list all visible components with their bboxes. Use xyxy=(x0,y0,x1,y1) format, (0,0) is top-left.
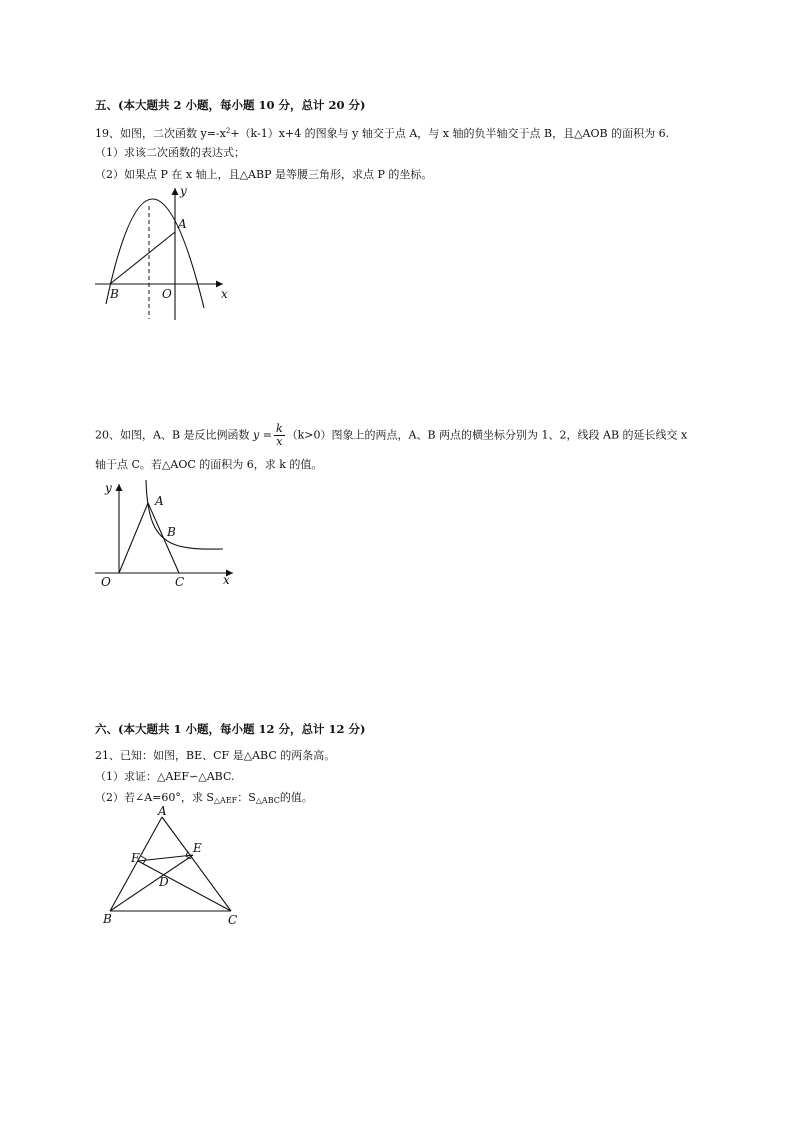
q21-part2-sub1: △AEF xyxy=(213,796,238,805)
q19-label-b: B xyxy=(110,287,119,301)
q21-part2-a: （2）若∠A=60°，求 S xyxy=(95,791,214,804)
q21-part2-sub2: △ABC xyxy=(255,796,280,805)
q20-label-y: y xyxy=(105,481,112,495)
q20-hyperbola xyxy=(146,480,223,549)
q19-label-a: A xyxy=(178,217,187,231)
q19-part2: （2）如果点 P 在 x 轴上，且△ABP 是等腰三角形，求点 P 的坐标。 xyxy=(95,168,433,181)
q20-fraction xyxy=(274,423,285,448)
q20-label-b: B xyxy=(167,525,176,539)
q20-y-arrow xyxy=(116,484,123,491)
q19-stem-sup: 2 xyxy=(225,127,231,135)
q21-label-c: C xyxy=(228,913,238,927)
q20-figure xyxy=(95,478,255,593)
q19-segment-ab xyxy=(110,232,175,284)
q19-part1: （1）求该二次函数的表达式； xyxy=(95,146,245,159)
q19-stem xyxy=(95,124,669,141)
q21-label-d: D xyxy=(159,875,169,889)
q20-label-x: x xyxy=(223,573,230,587)
q20-label-o: O xyxy=(101,575,111,589)
q21-part2-c: 的值。 xyxy=(279,791,313,804)
q20-segment-oa xyxy=(119,503,148,573)
q21-side-ac xyxy=(162,817,231,911)
q21-part2-b: ：S xyxy=(237,791,256,804)
q20-eq-lhs: y = xyxy=(253,428,272,442)
q19-stem-a: 19、如图，二次函数 y=-x xyxy=(95,127,226,140)
q19-label-x: x xyxy=(221,287,228,301)
section6-title: 六、(本大题共 1 小题，每小题 12 分，总计 12 分) xyxy=(95,722,366,736)
q19-label-o: O xyxy=(162,287,172,301)
q20-label-c: C xyxy=(175,575,185,589)
q21-altitude-cf xyxy=(138,861,231,911)
q20-stem-a: 20、如图，A、B 是反比例函数 xyxy=(95,428,250,442)
q21-label-f: F xyxy=(131,851,140,865)
section5-title: 五、(本大题共 2 小题，每小题 10 分，总计 20 分) xyxy=(95,98,366,112)
q21-label-e: E xyxy=(193,841,202,855)
q20-frac-den: x xyxy=(276,435,283,448)
q19-parabola xyxy=(106,199,204,308)
q21-altitude-be xyxy=(110,855,193,911)
q21-figure xyxy=(95,805,255,930)
q19-figure xyxy=(90,182,250,322)
q20-stem xyxy=(95,423,687,448)
q20-frac-num: k xyxy=(275,422,283,435)
q21-label-a: A xyxy=(158,804,167,818)
q19-stem-b: +（k-1）x+4 的图象与 y 轴交于点 A，与 x 轴的负半轴交于点 B，且△AOB 的面积为 6. xyxy=(230,127,670,140)
q21-label-b: B xyxy=(103,912,112,926)
q21-stem: 21、已知：如图，BE、CF 是△ABC 的两条高。 xyxy=(95,749,336,762)
q20-stem-c: 轴于点 C。若△AOC 的面积为 6，求 k 的值。 xyxy=(95,458,323,471)
q20-label-a: A xyxy=(155,494,164,508)
q21-part1: （1）求证：△AEF∽△ABC. xyxy=(95,770,235,783)
q19-y-arrow xyxy=(172,188,179,195)
q19-label-y: y xyxy=(180,184,187,198)
q20-stem-b: （k>0）图象上的两点，A、B 两点的横坐标分别为 1、2，线段 AB 的延长线交 x xyxy=(286,428,688,442)
